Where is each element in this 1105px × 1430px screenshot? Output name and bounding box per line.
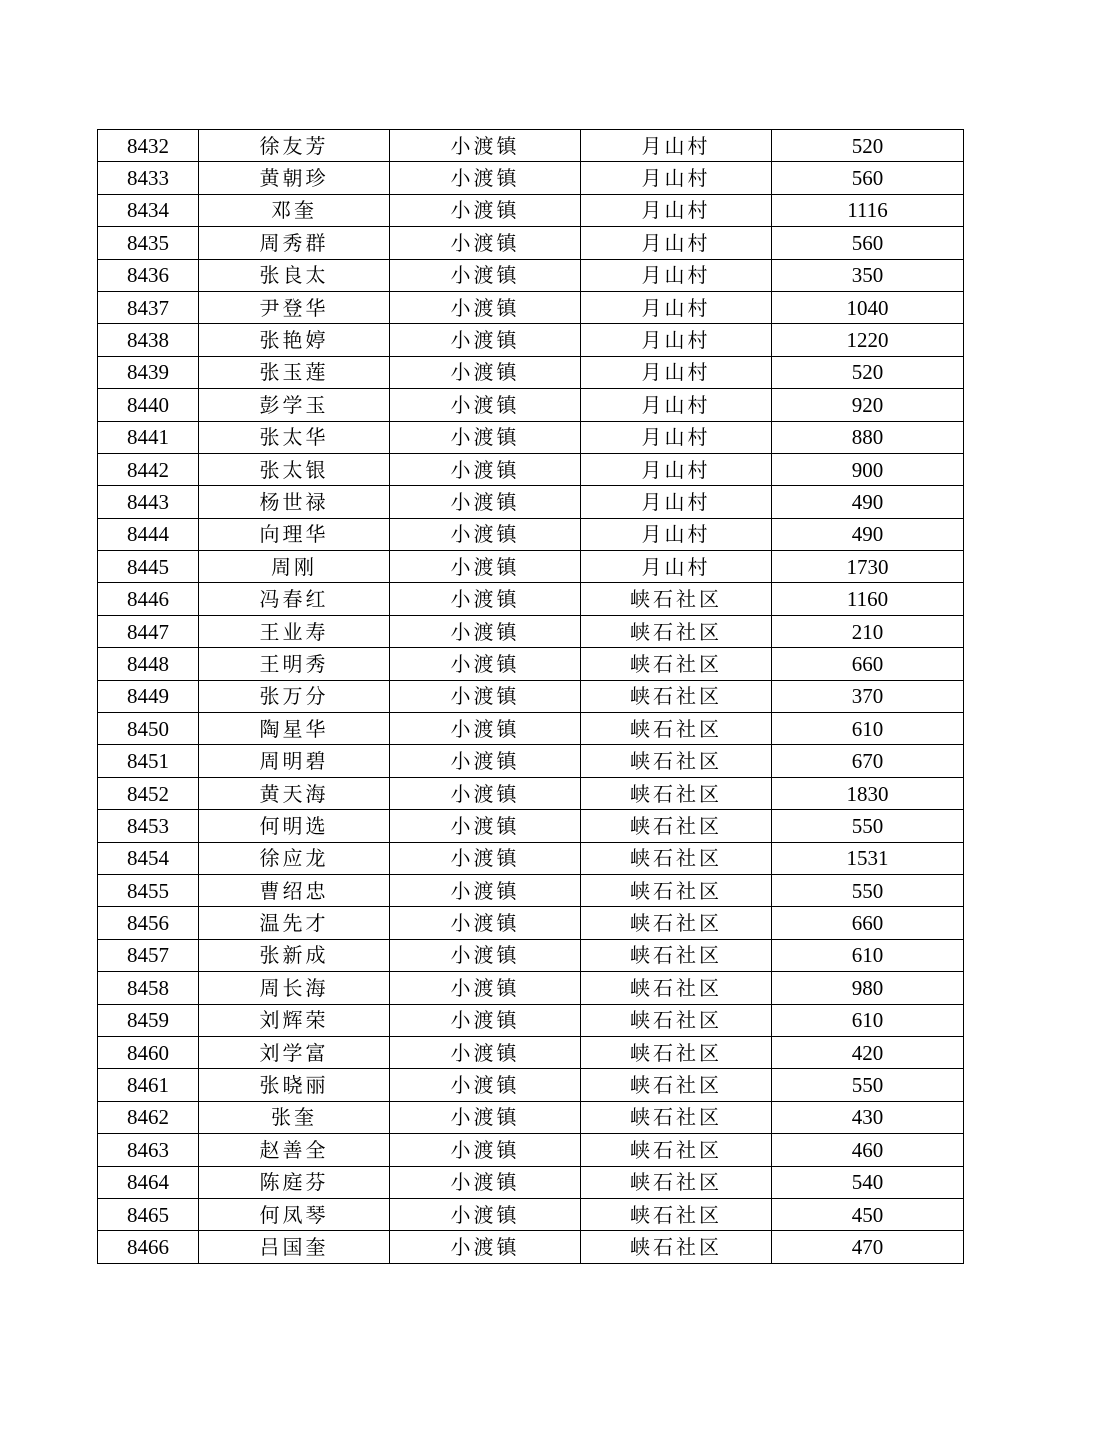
table-row (98, 162, 964, 194)
cell-id: 8463 (98, 1134, 199, 1166)
table-row (98, 939, 964, 971)
cell-town: 小渡镇 (390, 421, 581, 453)
table-row (98, 551, 964, 583)
cell-village: 峡石社区 (581, 1198, 772, 1230)
cell-name: 周长海 (199, 972, 390, 1004)
cell-id: 8456 (98, 907, 199, 939)
table-row (98, 1101, 964, 1133)
table-row (98, 713, 964, 745)
table-row (98, 259, 964, 291)
cell-village: 月山村 (581, 227, 772, 259)
cell-town: 小渡镇 (390, 1231, 581, 1263)
table-row (98, 874, 964, 906)
table-row (98, 907, 964, 939)
cell-name: 彭学玉 (199, 389, 390, 421)
cell-amount: 880 (772, 421, 964, 453)
cell-id: 8450 (98, 713, 199, 745)
table-row (98, 745, 964, 777)
cell-amount: 900 (772, 453, 964, 485)
cell-name: 向理华 (199, 518, 390, 550)
cell-village: 峡石社区 (581, 1101, 772, 1133)
cell-amount: 520 (772, 130, 964, 162)
cell-name: 张晓丽 (199, 1069, 390, 1101)
cell-town: 小渡镇 (390, 1166, 581, 1198)
cell-village: 月山村 (581, 389, 772, 421)
cell-amount: 430 (772, 1101, 964, 1133)
cell-town: 小渡镇 (390, 842, 581, 874)
cell-amount: 350 (772, 259, 964, 291)
cell-id: 8455 (98, 874, 199, 906)
cell-id: 8444 (98, 518, 199, 550)
cell-amount: 370 (772, 680, 964, 712)
cell-town: 小渡镇 (390, 162, 581, 194)
cell-town: 小渡镇 (390, 291, 581, 323)
cell-town: 小渡镇 (390, 810, 581, 842)
cell-name: 杨世禄 (199, 486, 390, 518)
cell-id: 8440 (98, 389, 199, 421)
table-row (98, 648, 964, 680)
cell-town: 小渡镇 (390, 356, 581, 388)
cell-id: 8460 (98, 1036, 199, 1068)
cell-name: 赵善全 (199, 1134, 390, 1166)
cell-amount: 1730 (772, 551, 964, 583)
table-row (98, 842, 964, 874)
cell-name: 张万分 (199, 680, 390, 712)
cell-id: 8466 (98, 1231, 199, 1263)
table-row (98, 130, 964, 162)
cell-amount: 610 (772, 939, 964, 971)
cell-id: 8433 (98, 162, 199, 194)
cell-village: 峡石社区 (581, 810, 772, 842)
cell-village: 峡石社区 (581, 1231, 772, 1263)
cell-town: 小渡镇 (390, 1101, 581, 1133)
cell-town: 小渡镇 (390, 1069, 581, 1101)
cell-town: 小渡镇 (390, 389, 581, 421)
table-row (98, 421, 964, 453)
cell-amount: 470 (772, 1231, 964, 1263)
cell-name: 徐应龙 (199, 842, 390, 874)
cell-village: 峡石社区 (581, 874, 772, 906)
cell-town: 小渡镇 (390, 486, 581, 518)
table-row (98, 583, 964, 615)
table-row (98, 972, 964, 1004)
cell-village: 月山村 (581, 291, 772, 323)
cell-village: 月山村 (581, 259, 772, 291)
table-row (98, 227, 964, 259)
cell-town: 小渡镇 (390, 874, 581, 906)
cell-amount: 1040 (772, 291, 964, 323)
cell-id: 8447 (98, 615, 199, 647)
cell-amount: 460 (772, 1134, 964, 1166)
cell-name: 张艳婷 (199, 324, 390, 356)
cell-amount: 660 (772, 648, 964, 680)
cell-name: 尹登华 (199, 291, 390, 323)
cell-town: 小渡镇 (390, 680, 581, 712)
cell-id: 8441 (98, 421, 199, 453)
cell-amount: 980 (772, 972, 964, 1004)
cell-amount: 550 (772, 1069, 964, 1101)
cell-amount: 660 (772, 907, 964, 939)
cell-id: 8443 (98, 486, 199, 518)
cell-town: 小渡镇 (390, 583, 581, 615)
cell-id: 8451 (98, 745, 199, 777)
cell-name: 何明选 (199, 810, 390, 842)
table-row (98, 680, 964, 712)
cell-name: 黄天海 (199, 777, 390, 809)
cell-id: 8434 (98, 194, 199, 226)
cell-village: 月山村 (581, 130, 772, 162)
table-row (98, 1166, 964, 1198)
cell-id: 8452 (98, 777, 199, 809)
table-row (98, 389, 964, 421)
table-row (98, 1134, 964, 1166)
cell-name: 陈庭芬 (199, 1166, 390, 1198)
cell-village: 峡石社区 (581, 777, 772, 809)
cell-amount: 550 (772, 874, 964, 906)
cell-village: 月山村 (581, 453, 772, 485)
cell-village: 峡石社区 (581, 583, 772, 615)
cell-id: 8432 (98, 130, 199, 162)
cell-village: 月山村 (581, 486, 772, 518)
cell-village: 月山村 (581, 356, 772, 388)
cell-id: 8448 (98, 648, 199, 680)
cell-amount: 610 (772, 1004, 964, 1036)
cell-amount: 1830 (772, 777, 964, 809)
cell-village: 峡石社区 (581, 907, 772, 939)
cell-village: 峡石社区 (581, 1166, 772, 1198)
table-row (98, 777, 964, 809)
cell-village: 峡石社区 (581, 842, 772, 874)
cell-town: 小渡镇 (390, 1198, 581, 1230)
cell-town: 小渡镇 (390, 939, 581, 971)
table-row (98, 356, 964, 388)
cell-name: 吕国奎 (199, 1231, 390, 1263)
cell-village: 月山村 (581, 324, 772, 356)
cell-id: 8437 (98, 291, 199, 323)
cell-name: 刘辉荣 (199, 1004, 390, 1036)
cell-name: 邓奎 (199, 194, 390, 226)
cell-id: 8458 (98, 972, 199, 1004)
cell-town: 小渡镇 (390, 1134, 581, 1166)
cell-name: 黄朝珍 (199, 162, 390, 194)
cell-village: 峡石社区 (581, 745, 772, 777)
cell-name: 刘学富 (199, 1036, 390, 1068)
cell-amount: 670 (772, 745, 964, 777)
table-row (98, 291, 964, 323)
table-row (98, 615, 964, 647)
cell-town: 小渡镇 (390, 615, 581, 647)
cell-id: 8459 (98, 1004, 199, 1036)
cell-id: 8453 (98, 810, 199, 842)
cell-village: 月山村 (581, 518, 772, 550)
cell-name: 曹绍忠 (199, 874, 390, 906)
cell-amount: 1531 (772, 842, 964, 874)
cell-village: 月山村 (581, 162, 772, 194)
cell-amount: 420 (772, 1036, 964, 1068)
cell-name: 何凤琴 (199, 1198, 390, 1230)
cell-town: 小渡镇 (390, 648, 581, 680)
cell-id: 8445 (98, 551, 199, 583)
cell-village: 月山村 (581, 421, 772, 453)
cell-town: 小渡镇 (390, 777, 581, 809)
table-row (98, 518, 964, 550)
cell-town: 小渡镇 (390, 130, 581, 162)
cell-amount: 560 (772, 227, 964, 259)
cell-village: 峡石社区 (581, 939, 772, 971)
cell-town: 小渡镇 (390, 745, 581, 777)
cell-amount: 1160 (772, 583, 964, 615)
cell-id: 8446 (98, 583, 199, 615)
table-row (98, 486, 964, 518)
cell-town: 小渡镇 (390, 324, 581, 356)
cell-name: 张新成 (199, 939, 390, 971)
cell-id: 8457 (98, 939, 199, 971)
cell-amount: 920 (772, 389, 964, 421)
cell-village: 峡石社区 (581, 1036, 772, 1068)
cell-village: 峡石社区 (581, 713, 772, 745)
cell-id: 8462 (98, 1101, 199, 1133)
cell-name: 王业寿 (199, 615, 390, 647)
cell-village: 月山村 (581, 551, 772, 583)
cell-name: 王明秀 (199, 648, 390, 680)
cell-village: 峡石社区 (581, 1004, 772, 1036)
cell-id: 8461 (98, 1069, 199, 1101)
cell-name: 温先才 (199, 907, 390, 939)
cell-amount: 1116 (772, 194, 964, 226)
cell-town: 小渡镇 (390, 972, 581, 1004)
cell-id: 8465 (98, 1198, 199, 1230)
cell-village: 峡石社区 (581, 1069, 772, 1101)
cell-amount: 1220 (772, 324, 964, 356)
cell-town: 小渡镇 (390, 551, 581, 583)
cell-town: 小渡镇 (390, 518, 581, 550)
cell-town: 小渡镇 (390, 1036, 581, 1068)
cell-name: 张太银 (199, 453, 390, 485)
cell-name: 冯春红 (199, 583, 390, 615)
cell-id: 8464 (98, 1166, 199, 1198)
cell-town: 小渡镇 (390, 194, 581, 226)
cell-amount: 490 (772, 486, 964, 518)
table-row (98, 1198, 964, 1230)
table-row (98, 453, 964, 485)
table-row (98, 1004, 964, 1036)
table-row (98, 324, 964, 356)
cell-amount: 210 (772, 615, 964, 647)
table-row (98, 810, 964, 842)
cell-amount: 610 (772, 713, 964, 745)
cell-id: 8435 (98, 227, 199, 259)
data-table (97, 129, 964, 1264)
cell-id: 8438 (98, 324, 199, 356)
cell-amount: 450 (772, 1198, 964, 1230)
cell-name: 张良太 (199, 259, 390, 291)
cell-village: 峡石社区 (581, 615, 772, 647)
cell-id: 8449 (98, 680, 199, 712)
cell-town: 小渡镇 (390, 453, 581, 485)
cell-id: 8436 (98, 259, 199, 291)
cell-name: 周明碧 (199, 745, 390, 777)
cell-village: 峡石社区 (581, 680, 772, 712)
cell-amount: 560 (772, 162, 964, 194)
cell-amount: 540 (772, 1166, 964, 1198)
cell-town: 小渡镇 (390, 713, 581, 745)
cell-name: 陶星华 (199, 713, 390, 745)
cell-village: 峡石社区 (581, 648, 772, 680)
cell-town: 小渡镇 (390, 259, 581, 291)
cell-town: 小渡镇 (390, 1004, 581, 1036)
cell-village: 峡石社区 (581, 972, 772, 1004)
table-row (98, 194, 964, 226)
table-row (98, 1231, 964, 1263)
table-row (98, 1036, 964, 1068)
cell-name: 张奎 (199, 1101, 390, 1133)
table-body (98, 130, 964, 1264)
table-row (98, 1069, 964, 1101)
cell-amount: 550 (772, 810, 964, 842)
cell-name: 徐友芳 (199, 130, 390, 162)
cell-name: 张玉莲 (199, 356, 390, 388)
cell-amount: 520 (772, 356, 964, 388)
cell-village: 月山村 (581, 194, 772, 226)
cell-name: 周秀群 (199, 227, 390, 259)
cell-name: 张太华 (199, 421, 390, 453)
cell-town: 小渡镇 (390, 227, 581, 259)
cell-id: 8442 (98, 453, 199, 485)
cell-village: 峡石社区 (581, 1134, 772, 1166)
cell-id: 8454 (98, 842, 199, 874)
cell-id: 8439 (98, 356, 199, 388)
cell-name: 周刚 (199, 551, 390, 583)
cell-town: 小渡镇 (390, 907, 581, 939)
cell-amount: 490 (772, 518, 964, 550)
